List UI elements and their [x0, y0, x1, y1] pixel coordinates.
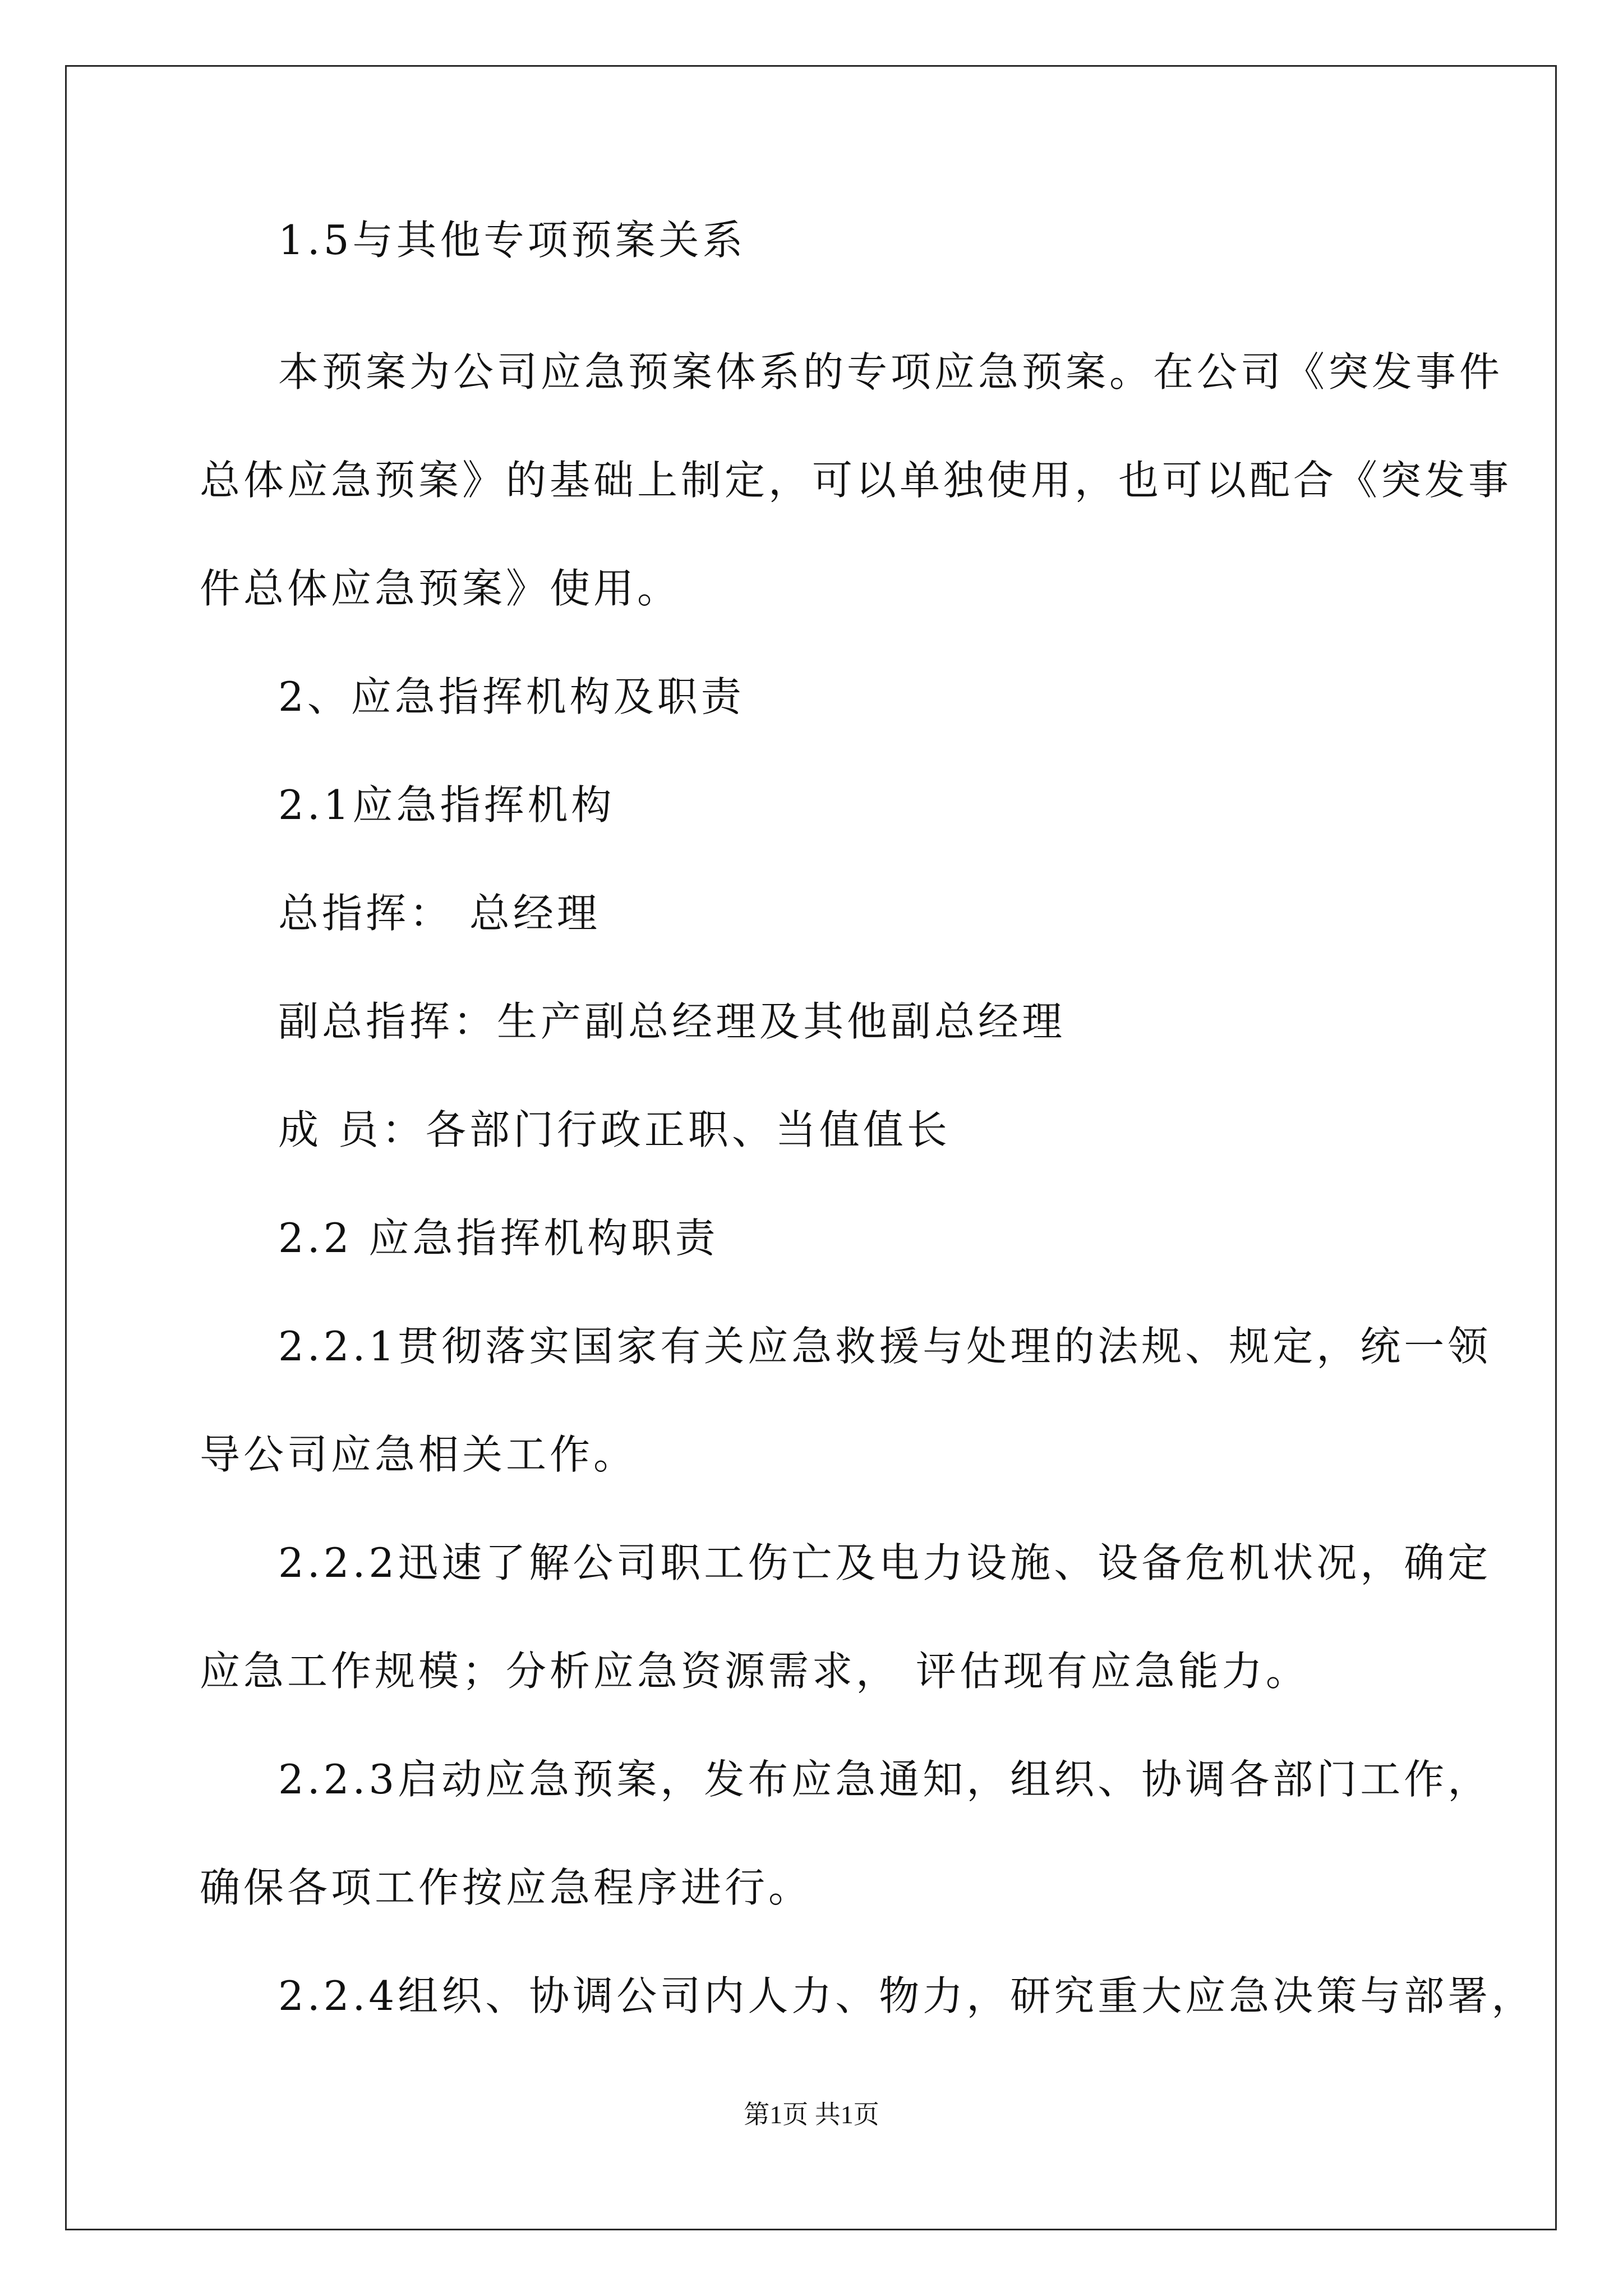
paragraph-line: 本预案为公司应急预案体系的专项应急预案。在公司《突发事件 — [278, 348, 1504, 395]
commander-line: 总指挥： 总经理 — [278, 890, 601, 937]
paragraph-line: 2.2.4组织、协调公司内人力、物力，研究重大应急决策与部署， — [278, 1972, 1536, 2019]
paragraph-line: 2.2.3启动应急预案，发布应急通知，组织、协调各部门工作， — [278, 1756, 1492, 1803]
paragraph-line: 2.2.2迅速了解公司职工伤亡及电力设施、设备危机状况，确定 — [278, 1539, 1492, 1586]
paragraph-line: 总体应急预案》的基础上制定，可以单独使用，也可以配合《突发事 — [200, 457, 1513, 504]
members-line: 成 员：各部门行政正职、当值值长 — [278, 1106, 951, 1153]
heading-1-5: 1.5与其他专项预案关系 — [278, 217, 746, 264]
paragraph-line: 确保各项工作按应急程序进行。 — [200, 1864, 813, 1911]
heading-2-1: 2.1应急指挥机构 — [278, 781, 615, 829]
deputy-commander-line: 副总指挥：生产副总经理及其他副总经理 — [278, 998, 1066, 1045]
paragraph-line: 导公司应急相关工作。 — [200, 1431, 638, 1478]
paragraph-line: 件总体应急预案》使用。 — [200, 565, 681, 612]
paragraph-line: 应急工作规模；分析应急资源需求， 评估现有应急能力。 — [200, 1648, 1310, 1695]
heading-2: 2、应急指挥机构及职责 — [278, 673, 745, 720]
heading-2-2: 2.2 应急指挥机构职责 — [278, 1214, 719, 1262]
page-footer: 第1页 共1页 — [744, 2100, 879, 2129]
paragraph-line: 2.2.1贯彻落实国家有关应急救援与处理的法规、规定，统一领 — [278, 1323, 1492, 1370]
